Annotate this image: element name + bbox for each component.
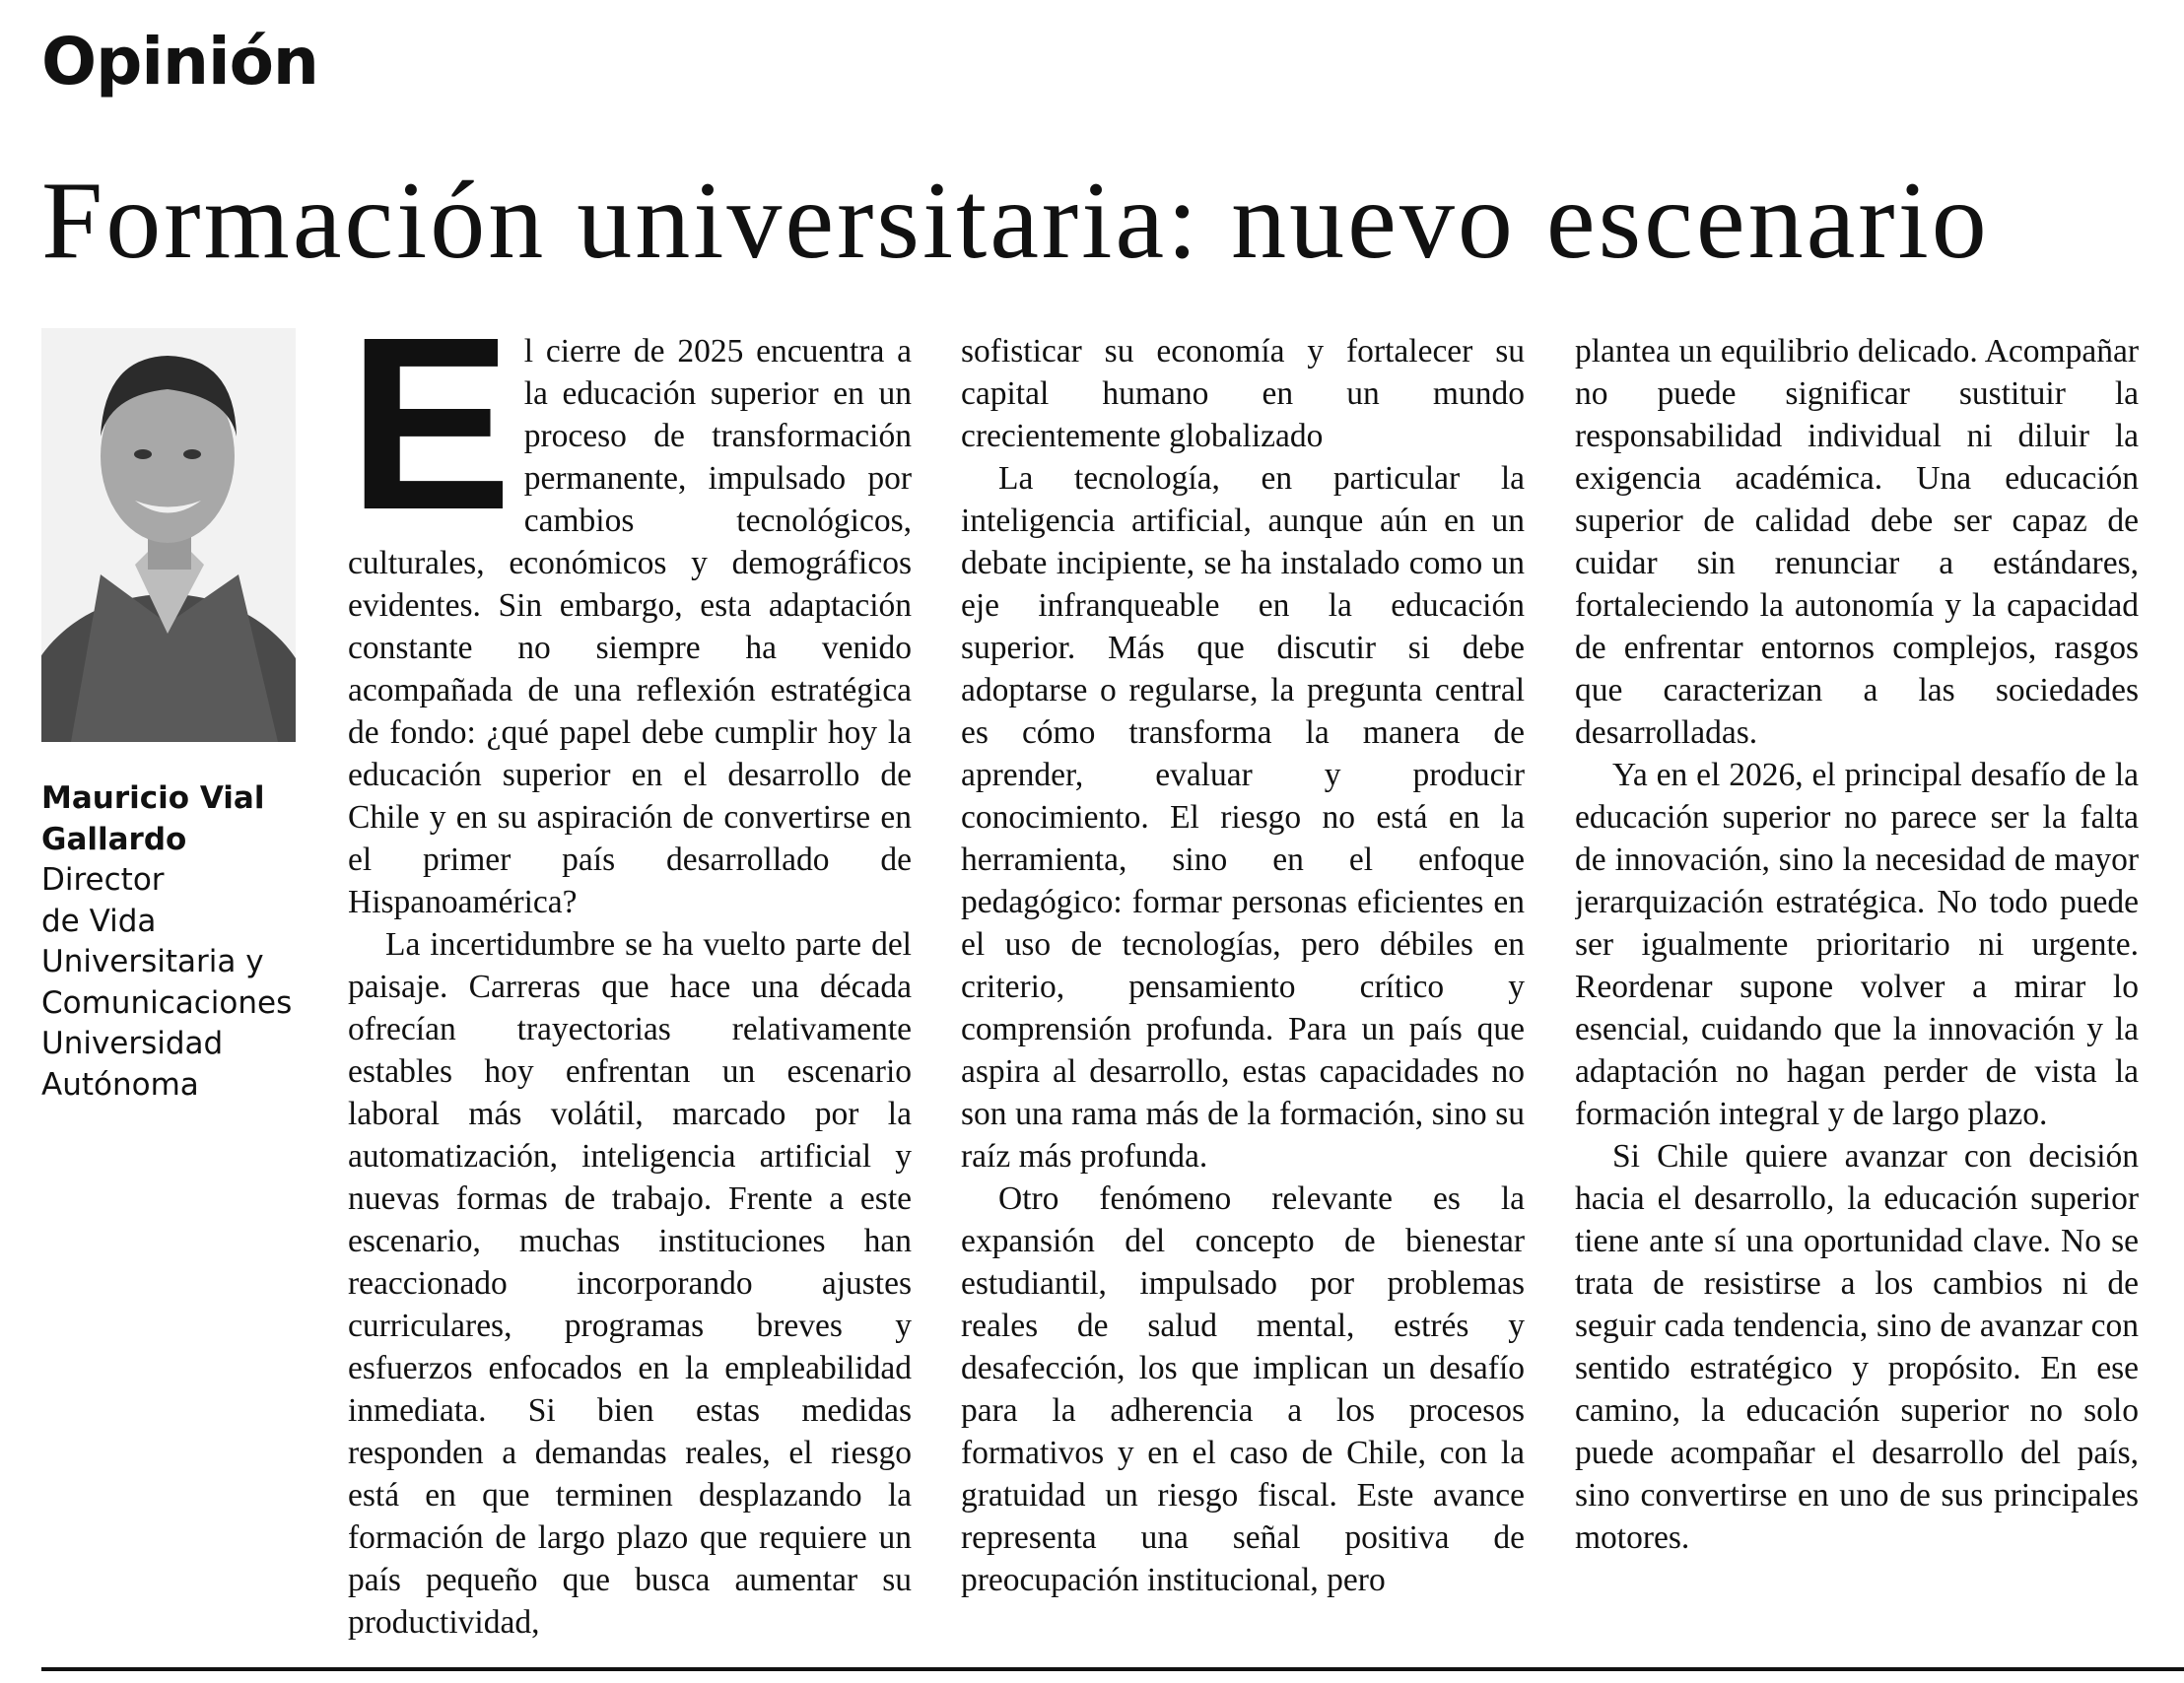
author-name: Mauricio Vial Gallardo	[41, 780, 265, 857]
drop-cap: E	[348, 330, 512, 561]
author-role-line: Comunicaciones	[41, 984, 293, 1021]
article-paragraph-continued: sofisticar su economía y fortalecer su capital humano en un mundo crecientemente globalizado	[961, 333, 1525, 454]
author-role-line: de Vida	[41, 903, 157, 939]
author-role-line: Director	[41, 862, 165, 898]
author-role-line: Universidad	[41, 1026, 224, 1061]
bottom-rule	[41, 1667, 2184, 1671]
author-role-line: Universitaria y	[41, 944, 264, 979]
article-column-1	[348, 330, 912, 1641]
author-byline	[41, 778, 307, 1106]
article-paragraph: Si Chile quiere avanzar con decisión hacia el desarrollo, la educación superior tiene ante sí una oportunidad clave. No se trata de resistirse a los cambios ni de seguir cada tendencia, sino de avanzar con sentido estratégico y propósito. En ese camino, la educación superior no solo puede acompañar el desarrollo del país, sino convertirse en uno de sus principales motores.	[1575, 1138, 2139, 1556]
author-role-line: Autónoma	[41, 1066, 199, 1103]
article-paragraph: La incertidumbre se ha vuelto parte del paisaje. Carreras que hace una década ofrecían trayectorias relativamente estables hoy enfrentan un escenario laboral más volátil, marcado por la automatización, inteligencia artificial y nuevas formas de trabajo. Frente a este escenario, muchas instituciones han reaccionado incorporando ajustes curriculares, programas breves y esfuerzos enfocados en la empleabilidad inmediata. Si bien estas medidas responden a demandas reales, el riesgo está en que terminen desplazando la formación de largo plazo que requiere un país pequeño que busca aumentar su productividad,	[348, 926, 912, 1641]
section-label: Opinión	[41, 24, 318, 100]
article-paragraph	[348, 330, 912, 923]
author-photo	[41, 328, 296, 742]
paragraph-text: l cierre de 2025 encuentra a la educación superior en un proceso de transformación permanente, impulsado por cambios tecnológicos, culturales, económicos y demográficos evidentes. Sin embargo, esta adaptación constante no siempre ha venido acompañada de una reflexión estratégica de fondo: ¿qué papel debe cumplir hoy la educación superior en el desarrollo de Chile y en su aspiración de convertirse en el primer país desarrollado de Hispanoamérica?	[348, 333, 912, 920]
article-paragraph: Ya en el 2026, el principal desafío de la educación superior no parece ser la falta de innovación, sino la necesidad de mayor jerarquización estratégica. No todo puede ser igualmente prioritario ni urgente. Reordenar supone volver a mirar lo esencial, cuidando que la innovación y la adaptación no hagan perder de vista la formación integral y de largo plazo.	[1575, 757, 2139, 1132]
article-column-3	[1575, 330, 2139, 1641]
headline: Formación universitaria: nuevo escenario	[41, 160, 1990, 282]
article-paragraph: Otro fenómeno relevante es la expansión del concepto de bienestar estudiantil, impulsado por problemas reales de salud mental, estrés y desafección, los que implican un desafío para la adherencia a los procesos formativos y en el caso de Chile, con la gratuidad un riesgo fiscal. Este avance representa una señal positiva de preocupación institucional, pero	[961, 1180, 1525, 1598]
article-paragraph: La tecnología, en particular la inteligencia artificial, aunque aún en un debate incipiente, se ha instalado como un eje infranqueable en la educación superior. Más que discutir si debe adoptarse o regularse, la pregunta central es cómo transforma la manera de aprender, evaluar y producir conocimiento. El riesgo no está en la herramienta, sino en el enfoque pedagógico: formar personas eficientes en el uso de tecnologías, pero débiles en criterio, pensamiento crítico y comprensión profunda. Para un país que aspira al desarrollo, estas capacidades no son una rama más de la formación, sino su raíz más profunda.	[961, 460, 1525, 1175]
article-paragraph-continued: plantea un equilibrio delicado. Acompañar no puede significar sustituir la responsabilidad individual ni diluir la exigencia académica. Una educación superior de calidad debe ser capaz de cuidar sin renunciar a estándares, fortaleciendo la autonomía y la capacidad de enfrentar entornos complejos, rasgos que caracterizan a las sociedades desarrolladas.	[1575, 333, 2139, 751]
article-column-2	[961, 330, 1525, 1641]
author-portrait-image	[41, 328, 296, 742]
